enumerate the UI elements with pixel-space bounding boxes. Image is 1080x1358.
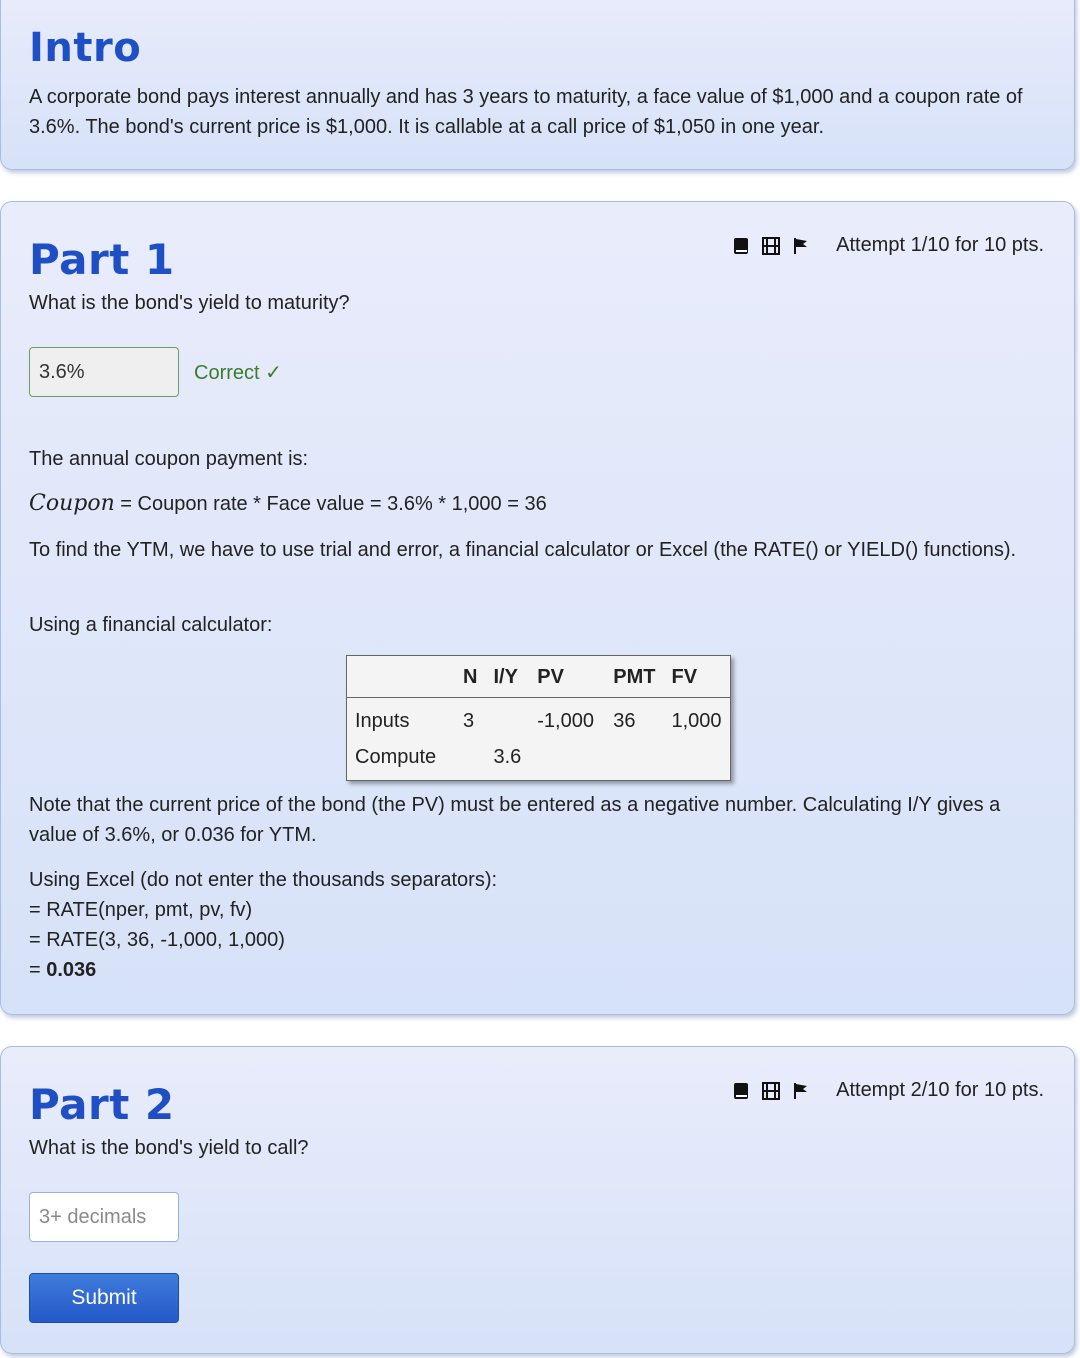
flag-icon[interactable] [792, 237, 810, 255]
table-header-cell [347, 656, 456, 698]
table-header-cell: I/Y [485, 656, 529, 698]
intro-text: A corporate bond pays interest annually and has 3 years to maturity, a face value of $1,000 and a coupon rate of 3.6%. The bond's current price is $1,000. It is callable at a call price of $1,050 in one year. [29, 86, 1023, 138]
part1-answer-input[interactable] [29, 347, 179, 397]
table-cell [663, 739, 730, 781]
ytm-explanation: To find the YTM, we have to use trial and error, a financial calculator or Excel (the RATE() or YIELD() functions). [29, 539, 1017, 561]
part1-attempt: Attempt 1/10 for 10 pts. [836, 234, 1044, 256]
book-icon[interactable] [732, 1082, 750, 1100]
part2-attempt: Attempt 2/10 for 10 pts. [836, 1079, 1044, 1101]
intro-card [0, 0, 1075, 170]
part2-question: What is the bond's yield to call? [29, 1137, 309, 1159]
coupon-variable: Coupon [29, 491, 115, 516]
intro-title: Intro [29, 25, 142, 71]
part2-meta [732, 1079, 1044, 1102]
table-row [347, 698, 731, 740]
pv-note: Note that the current price of the bond (the PV) must be entered as a negative number. Calculating I/Y gives a value of 3.6%, or 0.036 for YTM. [29, 794, 1001, 846]
table-header-cell: PMT [605, 656, 663, 698]
film-icon[interactable] [762, 237, 780, 255]
table-header-cell: N [455, 656, 485, 698]
table-header-row [347, 656, 731, 698]
table-cell [605, 739, 663, 781]
part2-card [0, 1046, 1075, 1354]
table-cell: Inputs [355, 709, 410, 732]
table-header-cell: PV [529, 656, 605, 698]
table-cell: 1,000 [671, 709, 722, 732]
excel-result-prefix: = [29, 959, 47, 981]
coupon-formula-text: = Coupon rate * Face value = 3.6% * 1,000 = 36 [114, 493, 547, 515]
table-cell: 36 [613, 709, 636, 732]
film-icon[interactable] [762, 1082, 780, 1100]
table-header-cell: FV [663, 656, 730, 698]
coupon-intro: The annual coupon payment is: [29, 448, 309, 470]
flag-icon[interactable] [792, 1082, 810, 1100]
table-row [347, 739, 731, 781]
calculator-table [346, 655, 731, 781]
table-cell: 3.6 [493, 745, 522, 768]
excel-block [29, 865, 1044, 985]
submit-button[interactable]: Submit [29, 1273, 179, 1323]
part1-title: Part 1 [29, 235, 175, 284]
table-cell [455, 739, 485, 781]
excel-intro: Using Excel (do not enter the thousands separators): [29, 869, 498, 891]
part1-question: What is the bond's yield to maturity? [29, 292, 350, 314]
calc-intro: Using a financial calculator: [29, 614, 273, 636]
excel-line-1: = RATE(nper, pmt, pv, fv) [29, 899, 253, 921]
table-cell [529, 739, 605, 781]
part2-answer-input[interactable] [29, 1192, 179, 1242]
excel-result-line [29, 955, 1044, 985]
book-icon[interactable] [732, 237, 750, 255]
part1-card [0, 201, 1075, 1015]
table-cell: Compute [355, 745, 437, 768]
excel-result: 0.036 [46, 959, 97, 981]
correct-feedback: Correct ✓ [194, 362, 282, 384]
table-cell: 3 [463, 709, 475, 732]
excel-line-2: = RATE(3, 36, -1,000, 1,000) [29, 929, 285, 951]
part2-title: Part 2 [29, 1080, 175, 1129]
table-cell [485, 698, 529, 740]
part1-meta [732, 234, 1044, 257]
table-cell: -1,000 [537, 709, 594, 732]
coupon-formula [29, 489, 1044, 519]
